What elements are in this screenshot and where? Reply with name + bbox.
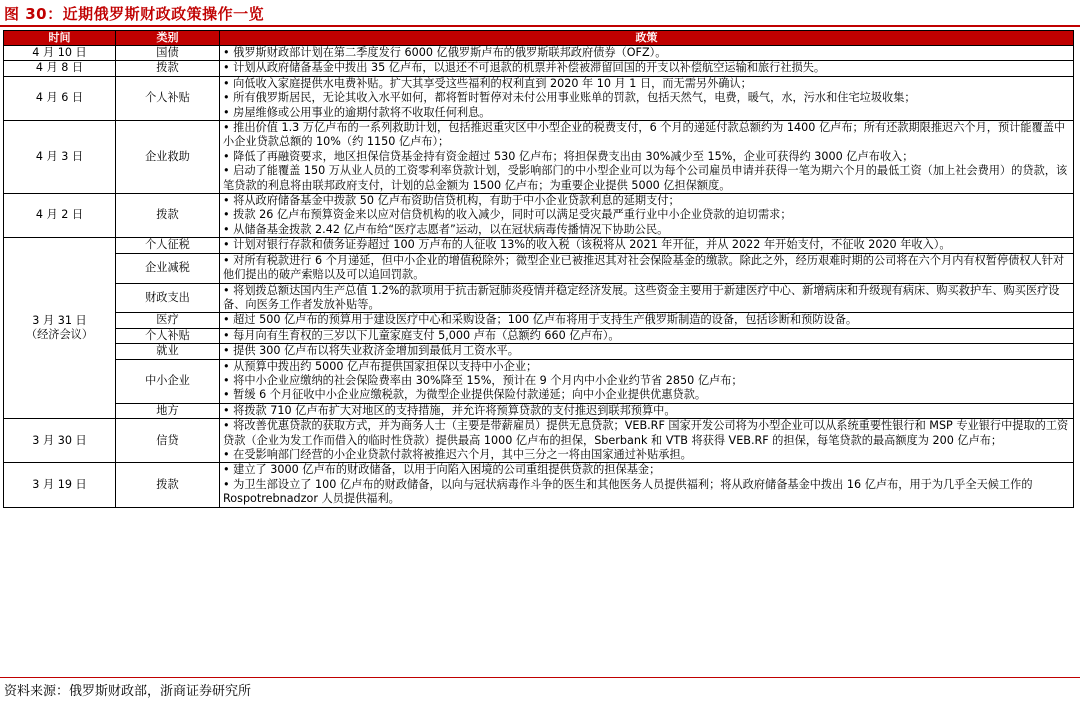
date-cell: 4 月 8 日 <box>4 61 116 76</box>
date-cell: 3 月 19 日 <box>4 463 116 507</box>
policy-item: • 将从政府储备基金中拨款 50 亿卢布资助信贷机构，有助于中小企业贷款利息的延期支付； <box>223 194 680 208</box>
header-category: 类别 <box>116 31 220 46</box>
category-cell: 拨款 <box>116 61 220 76</box>
category-cell: 企业减税 <box>116 253 220 283</box>
policy-item: • 启动了能覆盖 150 万从业人员的工资零利率贷款计划，受影响部门的中小型企业可以为每个公司雇员申请并获得一笔为期六个月的最低工资（加上社会费用）的贷款，该笔贷款的利息将由联邦政府支付，计划的总金额为 1500 亿卢布；为重要企业提供 5000 亿担保额度。 <box>223 164 1068 192</box>
policy-item: • 从储备基金拨款 2.42 亿卢布给“医疗志愿者”运动，以在冠状病毒传播情况下协助公民。 <box>223 222 669 236</box>
date-cell: 4 月 2 日 <box>4 194 116 238</box>
policy-cell <box>220 359 1074 403</box>
policy-table <box>3 30 1074 508</box>
date-cell: 3 月 30 日 <box>4 419 116 463</box>
policy-item: • 每月向有生育权的三岁以下儿童家庭支付 5,000 卢布（总额约 660 亿卢布）。 <box>223 328 620 342</box>
category-cell: 企业救助 <box>116 121 220 194</box>
category-cell: 拨款 <box>116 194 220 238</box>
category-cell: 财政支出 <box>116 283 220 313</box>
policy-cell <box>220 61 1074 76</box>
policy-cell <box>220 121 1074 194</box>
category-cell: 医疗 <box>116 313 220 328</box>
policy-item: • 将中小企业应缴纳的社会保险费率由 30%降至 15%，预计在 9 个月内中小企业约节省 2850 亿卢布； <box>223 373 743 387</box>
date-cell: 4 月 10 日 <box>4 46 116 61</box>
category-cell: 地方 <box>116 403 220 418</box>
bottom-rule <box>0 677 1080 678</box>
policy-cell <box>220 344 1074 359</box>
category-cell: 信贷 <box>116 419 220 463</box>
table-header-row <box>4 31 1074 46</box>
policy-item: • 建立了 3000 亿卢布的财政储备，以用于向陷入困境的公司重组提供贷款的担保基金； <box>223 463 661 477</box>
policy-item: • 为卫生部设立了 100 亿卢布的财政储备，以向与冠状病毒作斗争的医生和其他医务人员提供福利；将从政府储备基金中拨出 16 亿卢布，用于为几乎全天候工作的 Rospotrebnadzor 人员提供福利。 <box>223 477 1033 506</box>
table-row <box>4 253 1074 283</box>
policy-cell <box>220 403 1074 418</box>
table-row <box>4 121 1074 194</box>
table-row <box>4 76 1074 120</box>
meeting-note: （经济会议） <box>25 328 94 342</box>
figure-title: 图 30：近期俄罗斯财政政策操作一览 <box>4 5 265 23</box>
category-cell: 个人补贴 <box>116 76 220 120</box>
table-row <box>4 359 1074 403</box>
date-cell: 4 月 3 日 <box>4 121 116 194</box>
policy-item: • 俄罗斯财政部计划在第二季度发行 6000 亿俄罗斯卢布的俄罗斯联邦政府债券（OFZ）。 <box>223 46 667 59</box>
table-row <box>4 46 1074 61</box>
table-row <box>4 328 1074 343</box>
policy-cell <box>220 253 1074 283</box>
policy-item: • 将划拨总额达国内生产总值 1.2%的款项用于抗击新冠肺炎疫情并稳定经济发展。这些资金主要用于新建医疗中心、新增病床和升级现有病床、购买救护车、购买医疗设备、向医务工作者发放补贴等。 <box>223 283 1060 311</box>
header-policy: 政策 <box>220 31 1074 46</box>
policy-item: • 对所有税款进行 6 个月递延，但中小企业的增值税除外；微型企业已被推迟其对社会保险基金的缴款。除此之外，经历艰难时期的公司将在六个月内有权暂停债权人针对他们提出的破产索赔以及可以追回罚款。 <box>223 253 1065 282</box>
policy-item: • 在受影响部门经营的小企业贷款付款将被推迟六个月，其中三分之一将由国家通过补贴承担。 <box>223 447 692 461</box>
policy-item: • 计划从政府储备基金中拨出 35 亿卢布，以退还不可退款的机票并补偿被滞留回国的开支以补偿航空运输和旅行社损失。 <box>223 61 826 75</box>
policy-item: • 降低了再融资要求，地区担保信贷基金持有资金超过 530 亿卢布；将担保费支出由 30%减少至 15%，企业可获得约 3000 亿卢布收入； <box>223 149 914 163</box>
policy-item: • 暂缓 6 个月征收中小企业应缴税款，为微型企业提供保险付款递延；向中小企业提供优惠贷款。 <box>223 388 707 402</box>
policy-item: • 超过 500 亿卢布的预算用于建设医疗中心和采购设备；100 亿卢布将用于支持生产俄罗斯制造的设备，包括诊断和预防设备。 <box>223 313 858 327</box>
policy-cell <box>220 463 1074 507</box>
policy-item: • 推出价值 1.3 万亿卢布的一系列救助计划，包括推迟重灾区中小型企业的税费支付，6 个月的递延付款总额约为 1400 亿卢布；所有还款期限推迟六个月，预计能覆盖中小企业贷款总额的 10%（约 1150 亿卢布）； <box>223 121 1066 149</box>
date-cell: 4 月 6 日 <box>4 76 116 120</box>
policy-cell <box>220 283 1074 313</box>
category-cell: 中小企业 <box>116 359 220 403</box>
table-row <box>4 463 1074 507</box>
category-cell: 个人补贴 <box>116 328 220 343</box>
table-row <box>4 194 1074 238</box>
policy-cell <box>220 238 1074 253</box>
policy-cell <box>220 419 1074 463</box>
meeting-date: 3 月 31 日 <box>32 313 87 327</box>
policy-item: • 从预算中拨出约 5000 亿卢布提供国家担保以支持中小企业； <box>223 359 538 373</box>
category-cell: 个人征税 <box>116 238 220 253</box>
policy-item: • 所有俄罗斯居民，无论其收入水平如何，都将暂时暂停对未付公用事业账单的罚款，包括天然气，电费，暖气，水，污水和住宅垃圾收集； <box>223 91 916 105</box>
policy-item: • 拨款 26 亿卢布预算资金来以应对信贷机构的收入减少，同时可以满足受灾最严重行业中小企业贷款的迫切需求； <box>223 208 792 222</box>
policy-item: • 提供 300 亿卢布以将失业救济金增加到最低月工资水平。 <box>223 344 519 358</box>
policy-cell <box>220 46 1074 61</box>
policy-cell <box>220 328 1074 343</box>
table-body <box>4 46 1074 508</box>
table-row <box>4 283 1074 313</box>
table-row <box>4 419 1074 463</box>
date-cell <box>4 238 116 419</box>
policy-cell <box>220 76 1074 120</box>
table-row <box>4 238 1074 253</box>
table-row <box>4 313 1074 328</box>
category-cell: 国债 <box>116 46 220 61</box>
table-row <box>4 61 1074 76</box>
category-cell: 就业 <box>116 344 220 359</box>
table-row <box>4 403 1074 418</box>
policy-cell <box>220 313 1074 328</box>
table-row <box>4 344 1074 359</box>
policy-item: • 向低收入家庭提供水电费补贴。扩大其享受这些福利的权利直到 2020 年 10 月 1 日，而无需另外确认； <box>223 76 752 90</box>
category-cell: 拨款 <box>116 463 220 507</box>
title-rule <box>0 25 1080 27</box>
policy-item: • 房屋维修或公用事业的逾期付款将不收取任何利息。 <box>223 105 491 119</box>
source-note: 资料来源：俄罗斯财政部，浙商证券研究所 <box>4 684 252 699</box>
policy-item: • 将改善优惠贷款的获取方式，并为商务人士（主要是带薪雇员）提供无息贷款；VEB.RF 国家开发公司将为小型企业可以从系统重要性银行和 MSP 专业银行中提取的工资贷款（企业为发工作而借入的临时性贷款）提供最高 1000 亿卢布的担保，Sberbank 和 VTB 将获得 VEB.RF 的担保，每笔贷款的最高额度为 200 亿卢布； <box>223 419 1069 447</box>
header-time: 时间 <box>4 31 116 46</box>
policy-item: • 计划对银行存款和债务证券超过 100 万卢布的人征收 13%的收入税（该税将从 2021 年开征，并从 2022 年开始支付，不征收 2020 年收入）。 <box>223 238 951 252</box>
policy-cell <box>220 194 1074 238</box>
policy-item: • 将拨款 710 亿卢布扩大对地区的支持措施，并允许将预算贷款的支付推迟到联邦预算中。 <box>223 403 676 417</box>
